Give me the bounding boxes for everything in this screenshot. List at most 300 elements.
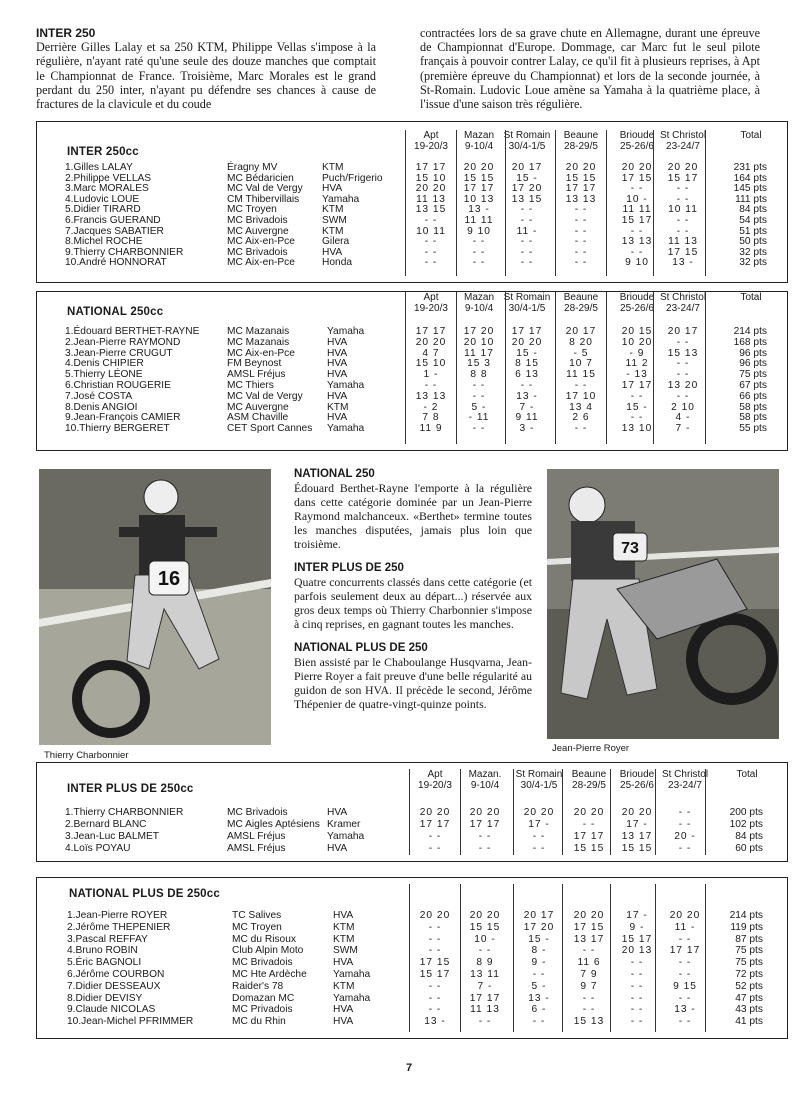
rider-name: 2.Jean-Pierre RAYMOND <box>65 336 181 348</box>
left-plate-number: 16 <box>157 568 181 590</box>
event-score: 17 15 <box>621 172 653 184</box>
event-score: 7 - <box>675 423 691 435</box>
event-score: - - <box>428 980 442 992</box>
bike-brand: KTM <box>333 933 355 945</box>
event-header <box>501 130 553 152</box>
event-score: - - <box>478 843 492 854</box>
event-score: - - <box>574 423 588 435</box>
event-header <box>453 130 505 152</box>
event-score: - - <box>630 1004 644 1016</box>
event-score: - - <box>630 957 644 969</box>
event-score: 10 20 <box>621 336 653 348</box>
club-name: MC Aix-en-Pce <box>227 347 295 359</box>
table-row <box>37 934 777 946</box>
event-score: 17 17 <box>415 162 447 173</box>
event-score: 15 15 <box>621 843 653 854</box>
event-score: - - <box>676 215 690 226</box>
bike-brand: Yamaha <box>327 380 365 391</box>
total-points: 84 pts <box>735 831 763 842</box>
club-name: MC du Rhin <box>232 1016 286 1028</box>
event-score: 13 - <box>516 390 538 402</box>
bike-brand: HVA <box>333 910 354 921</box>
event-score: 15 10 <box>415 358 447 370</box>
event-score: - - <box>574 246 588 258</box>
event-score: 10 - <box>474 933 496 945</box>
table-row <box>37 922 777 934</box>
club-name: Raider's 78 <box>232 980 284 992</box>
event-date: 19-20/3 <box>418 780 452 791</box>
event-name: St Christol <box>659 130 707 141</box>
total-points: 111 pts <box>735 193 767 205</box>
event-date: 30/4-1/5 <box>508 141 546 152</box>
club-name: MC Aigles Aptésiens <box>227 819 320 830</box>
event-score: 20 20 <box>469 807 501 818</box>
event-score: 4 7 <box>422 347 440 359</box>
event-score: - 13 <box>626 369 648 381</box>
center-article <box>294 467 532 711</box>
table-row <box>37 423 777 435</box>
event-score: 13 - <box>672 257 694 269</box>
event-score: 13 13 <box>415 390 447 402</box>
event-date: 28-29/5 <box>564 141 598 152</box>
club-name: MC Val de Vergy <box>227 183 303 195</box>
rider-name: 2.Philippe VELLAS <box>65 172 152 184</box>
event-score: 8 - <box>531 945 547 957</box>
rider-name: 3.Jean-Pierre CRUGUT <box>65 347 173 359</box>
event-score: 1 - <box>423 369 439 381</box>
event-score: 17 10 <box>565 390 597 402</box>
event-score: 13 - <box>424 1016 446 1028</box>
total-points: 231 pts <box>733 162 767 173</box>
event-score: - - <box>424 236 438 248</box>
event-header <box>659 769 711 791</box>
event-score: 17 17 <box>511 326 543 337</box>
rider-name: 5.Thierry LÉONE <box>65 369 143 381</box>
event-score: 4 - <box>675 412 691 424</box>
event-score: 17 17 <box>669 945 701 957</box>
event-name: Apt <box>427 769 443 780</box>
event-score: 7 - <box>519 401 535 413</box>
total-points: 41 pts <box>735 1016 763 1028</box>
total-points: 58 pts <box>739 412 767 424</box>
event-score: 6 13 <box>515 369 539 381</box>
rider-photo-right <box>547 469 779 739</box>
event-score: - - <box>574 236 588 248</box>
bike-brand: Kramer <box>327 819 361 830</box>
event-score: - - <box>424 257 438 269</box>
event-score: 15 15 <box>469 921 501 933</box>
event-date: 25-26/6 <box>620 780 654 791</box>
event-score: 20 10 <box>463 336 495 348</box>
event-score: 20 20 <box>511 336 543 348</box>
event-score: - - <box>520 246 534 258</box>
event-score: - - <box>478 1016 492 1028</box>
event-score: - - <box>676 358 690 370</box>
event-score: - - <box>678 819 692 830</box>
rider-name: 3.Jean-Luc BALMET <box>65 831 159 842</box>
event-name: Apt <box>423 130 439 141</box>
table-row <box>37 1004 777 1016</box>
event-score: 13 17 <box>573 933 605 945</box>
event-score: 20 20 <box>573 807 605 818</box>
event-score: 13 10 <box>621 423 653 435</box>
table-row <box>37 843 777 855</box>
event-score: - - <box>428 933 442 945</box>
rider-name: 4.Bruno ROBIN <box>67 945 138 957</box>
bike-brand: HVA <box>333 1004 354 1016</box>
event-date: 23-24/7 <box>666 141 700 152</box>
event-date: 9-10/4 <box>470 780 500 791</box>
event-score: - 5 <box>573 347 589 359</box>
event-score: 20 20 <box>523 807 555 818</box>
event-score: 15 - <box>516 172 538 184</box>
event-score: 9 10 <box>467 225 491 237</box>
event-score: 10 13 <box>463 193 495 205</box>
rider-name: 9.Jean-François CAMIER <box>65 412 181 424</box>
event-score: - - <box>478 831 492 842</box>
club-name: MC Thiers <box>227 380 274 391</box>
event-score: - - <box>678 933 692 945</box>
rider-name: 7.Didier DESSEAUX <box>67 980 161 992</box>
event-score: 15 15 <box>565 172 597 184</box>
event-score: - - <box>428 843 442 854</box>
event-score: - - <box>472 423 486 435</box>
event-score: 20 17 <box>523 910 555 921</box>
event-score: 6 - <box>531 1004 547 1016</box>
event-date: 23-24/7 <box>668 780 702 791</box>
event-name: Mazan. <box>468 769 502 780</box>
event-header <box>459 769 511 791</box>
event-score: 20 15 <box>621 326 653 337</box>
event-score: 8 9 <box>476 957 494 969</box>
event-score: 20 17 <box>565 326 597 337</box>
event-date: 25-26/6 <box>620 141 654 152</box>
event-score: 17 15 <box>419 957 451 969</box>
event-score: 10 11 <box>668 204 698 216</box>
event-score: 15 - <box>528 933 550 945</box>
bike-brand: Yamaha <box>327 423 365 435</box>
center-paragraph-3: Bien assisté par le Chaboulange Husqvarna, Jean-Pierre Royer a fait preuve d'une belle régularité au guidon de son HVA. Il précède le second, Jérôme Thépenier de quatre-vingt-quinze points. <box>294 655 532 711</box>
rider-name: 4.Ludovic LOUE <box>65 193 140 205</box>
event-score: - - <box>676 183 690 195</box>
photo-thierry-charbonnier <box>39 469 271 745</box>
event-score: 10 7 <box>569 358 593 370</box>
total-points: 214 pts <box>729 910 763 921</box>
event-date: 25-26/6 <box>620 303 654 314</box>
event-score: - - <box>630 969 644 980</box>
event-score: 9 10 <box>625 257 649 269</box>
bike-brand: Yamaha <box>327 831 365 842</box>
event-date: 30/4-1/5 <box>520 780 558 791</box>
bike-brand: SWM <box>322 215 347 226</box>
total-points: 145 pts <box>733 183 767 195</box>
event-score: 17 17 <box>565 183 597 195</box>
club-name: MC Mazanais <box>227 326 290 337</box>
rider-name: 10.Thierry BERGERET <box>65 423 170 435</box>
total-header: Total <box>740 292 762 303</box>
bike-brand: Yamaha <box>322 193 360 205</box>
event-score: - - <box>472 257 486 269</box>
event-score: 11 11 <box>622 204 652 216</box>
event-score: 20 20 <box>621 807 653 818</box>
event-score: 11 9 <box>419 423 443 435</box>
rider-name: 9.Claude NICOLAS <box>67 1004 156 1016</box>
event-score: 11 15 <box>566 369 596 381</box>
intro-right-column <box>420 26 760 111</box>
total-points: 47 pts <box>735 992 763 1004</box>
event-score: - - <box>424 215 438 226</box>
bike-brand: KTM <box>333 921 355 933</box>
event-score: 10 11 <box>416 225 446 237</box>
event-score: - - <box>424 380 438 391</box>
event-score: 17 20 <box>523 921 555 933</box>
rider-name: 8.Didier DEVISY <box>67 992 143 1004</box>
club-name: MC Troyen <box>232 921 282 933</box>
event-score: 17 17 <box>463 183 495 195</box>
event-score: 5 - <box>471 401 487 413</box>
event-score: - - <box>424 246 438 258</box>
rider-name: 7.José COSTA <box>65 390 133 402</box>
event-score: - - <box>428 1004 442 1016</box>
event-score: - - <box>678 1016 692 1028</box>
event-score: 9 15 <box>673 980 697 992</box>
club-name: FM Beynost <box>227 358 282 370</box>
event-score: 20 17 <box>667 326 699 337</box>
event-name: St Romain <box>515 769 563 780</box>
rider-name: 5.Éric BAGNOLI <box>67 957 142 969</box>
total-points: 168 pts <box>733 336 767 348</box>
total-points: 54 pts <box>739 215 767 226</box>
event-score: - - <box>520 236 534 248</box>
club-name: MC du Risoux <box>232 933 296 945</box>
bike-brand: HVA <box>333 1016 354 1028</box>
event-header <box>555 130 607 152</box>
total-points: 66 pts <box>739 390 767 402</box>
rider-name: 6.Christian ROUGERIE <box>65 380 171 391</box>
club-name: AMSL Fréjus <box>227 831 286 842</box>
event-score: 20 20 <box>667 162 699 173</box>
club-name: MC Brivadois <box>227 807 288 818</box>
table-row <box>37 831 777 843</box>
event-score: - 9 <box>629 347 645 359</box>
event-score: - - <box>678 969 692 980</box>
event-score: 15 13 <box>667 347 699 359</box>
club-name: Éragny MV <box>227 162 278 173</box>
event-score: - - <box>520 215 534 226</box>
event-score: - - <box>574 204 588 216</box>
bike-brand: SWM <box>333 945 358 957</box>
event-score: - - <box>472 380 486 391</box>
rider-name: 2.Jérôme THEPENIER <box>67 921 171 933</box>
table-inter-plus-250 <box>36 762 788 862</box>
event-score: 17 - <box>626 819 648 830</box>
rider-name: 2.Bernard BLANC <box>65 819 147 830</box>
event-score: - - <box>532 843 546 854</box>
event-score: - - <box>630 412 644 424</box>
club-name: MC Val de Vergy <box>227 390 303 402</box>
event-score: 7 9 <box>580 969 598 980</box>
event-score: 20 17 <box>511 162 543 173</box>
total-points: 84 pts <box>739 204 767 216</box>
event-name: St Christol <box>659 292 707 303</box>
total-points: 72 pts <box>735 969 763 980</box>
event-score: 13 17 <box>621 831 653 842</box>
event-date: 28-29/5 <box>572 780 606 791</box>
event-score: 20 20 <box>573 910 605 921</box>
intro-left-text: Derrière Gilles Lalay et sa 250 KTM, Philippe Vellas s'impose à la régulière, n'ayant raté qu'une seule des douze manches que comptait le Championnat de France. Troisième, Marc Morales est le grand perdant du 250 inter, n'ayant pu défendre ses chances à cause de fractures de la clavicule et du coude <box>36 40 376 112</box>
event-score: 13 20 <box>667 380 699 391</box>
club-name: MC Bédaricien <box>227 172 294 184</box>
event-score: 20 13 <box>621 945 653 957</box>
table-row <box>37 807 777 819</box>
event-score: - - <box>520 380 534 391</box>
club-name: MC Brivadois <box>227 215 288 226</box>
bike-brand: HVA <box>327 843 348 854</box>
event-score: - - <box>630 225 644 237</box>
club-name: CM Thibervillais <box>227 193 300 205</box>
event-name: Brioude <box>619 292 655 303</box>
bike-brand: HVA <box>327 358 348 370</box>
event-date: 23-24/7 <box>666 303 700 314</box>
photo-jean-pierre-royer <box>547 469 779 739</box>
event-score: 17 17 <box>621 380 653 391</box>
event-header <box>409 769 461 791</box>
bike-brand: KTM <box>322 204 344 216</box>
center-heading-2: INTER PLUS DE 250 <box>294 562 404 574</box>
event-score: - - <box>582 992 596 1004</box>
event-score: 17 17 <box>419 819 451 830</box>
event-score: 15 - <box>626 401 648 413</box>
event-score: 20 20 <box>419 910 451 921</box>
total-points: 200 pts <box>729 807 763 818</box>
event-score: - - <box>574 380 588 391</box>
event-score: 10 - <box>626 193 648 205</box>
event-score: 11 - <box>516 225 538 237</box>
club-name: MC Auvergne <box>227 401 289 413</box>
rider-name: 1.Gilles LALAY <box>65 162 133 173</box>
bike-brand: KTM <box>327 401 349 413</box>
event-score: 13 - <box>674 1004 696 1016</box>
event-score: - - <box>582 819 596 830</box>
event-score: 17 - <box>626 910 648 921</box>
rider-name: 8.Denis ANGIOI <box>65 401 138 413</box>
table-title: NATIONAL 250cc <box>67 306 164 318</box>
total-points: 43 pts <box>735 1004 763 1016</box>
table-title: NATIONAL PLUS DE 250cc <box>69 888 220 900</box>
event-name: St Christol <box>661 769 709 780</box>
total-points: 214 pts <box>733 326 767 337</box>
event-date: 9-10/4 <box>464 141 494 152</box>
event-score: 9 7 <box>580 980 598 992</box>
event-score: - - <box>428 992 442 1004</box>
club-name: AMSL Fréjus <box>227 369 286 381</box>
total-points: 102 pts <box>729 819 763 830</box>
event-score: 15 10 <box>415 172 447 184</box>
club-name: Club Alpin Moto <box>232 945 304 957</box>
club-name: MC Aix-en-Pce <box>227 257 295 269</box>
event-score: - - <box>676 369 690 381</box>
event-score: - - <box>520 204 534 216</box>
event-score: 13 11 <box>470 969 500 980</box>
club-name: MC Brivadois <box>227 246 288 258</box>
bike-brand: Gilera <box>322 236 350 248</box>
event-score: 15 15 <box>463 172 495 184</box>
event-score: - - <box>574 225 588 237</box>
rider-name: 1.Jean-Pierre ROYER <box>67 910 168 921</box>
table-inter-250 <box>36 121 788 283</box>
table-row <box>37 1016 777 1028</box>
event-score: - - <box>630 992 644 1004</box>
event-score: 17 17 <box>469 992 501 1004</box>
event-score: 11 6 <box>577 957 601 969</box>
rider-name: 1.Édouard BERTHET-RAYNE <box>65 326 200 337</box>
bike-brand: HVA <box>327 807 348 818</box>
event-score: - - <box>630 390 644 402</box>
rider-name: 6.Francis GUERAND <box>65 215 161 226</box>
event-score: 11 - <box>674 921 696 933</box>
intro-left-column <box>36 26 376 111</box>
event-score: - - <box>630 183 644 195</box>
rider-name: 10.Jean-Michel PFRIMMER <box>67 1016 194 1028</box>
club-name: MC Aix-en-Pce <box>227 236 295 248</box>
club-name: MC Brivadois <box>232 957 293 969</box>
event-score: 15 3 <box>467 358 491 370</box>
rider-name: 4.Loïs POYAU <box>65 843 131 854</box>
event-score: 20 20 <box>621 162 653 173</box>
event-score: - - <box>532 1016 546 1028</box>
total-header: Total <box>740 130 762 141</box>
bike-brand: HVA <box>327 390 348 402</box>
page-number: 7 <box>406 1062 413 1074</box>
event-header <box>611 130 663 152</box>
event-header <box>657 292 709 314</box>
event-name: Mazan <box>463 130 494 141</box>
rider-name: 6.Jérôme COURBON <box>67 969 165 980</box>
event-name: Brioude <box>619 130 655 141</box>
event-score: 11 13 <box>416 193 446 205</box>
rider-name: 7.Jacques SABATIER <box>65 225 164 237</box>
event-score: 20 20 <box>469 910 501 921</box>
event-score: - - <box>428 921 442 933</box>
event-score: 17 17 <box>415 326 447 337</box>
event-score: 13 13 <box>565 193 597 205</box>
event-score: - - <box>678 807 692 818</box>
event-score: 7 8 <box>422 412 440 424</box>
event-score: 15 13 <box>573 1016 605 1028</box>
event-score: 20 20 <box>419 807 451 818</box>
rider-name: 10.André HONNORAT <box>65 257 167 269</box>
event-score: 17 17 <box>469 819 501 830</box>
event-score: - - <box>676 336 690 348</box>
rider-name: 1.Thierry CHARBONNIER <box>65 807 184 818</box>
table-row <box>37 969 777 981</box>
total-points: 75 pts <box>735 957 763 969</box>
event-name: Beaune <box>563 292 599 303</box>
event-score: 13 15 <box>415 204 447 216</box>
bike-brand: HVA <box>322 183 343 195</box>
intro-right-text: contractées lors de sa grave chute en Allemagne, durant une épreuve de Championnat d'Europe. Dommage, car Marc fut le seul pilote français à pouvoir contrer Lalay, ce qu'il fit à plusieurs reprises, à Apt (première épreuve du Championnat) et lors de la seconde journée, à St-Romain. Ludovic Loue amène sa Yamaha à la quatrième place, à l'issue d'une saison très régulière. <box>420 26 760 112</box>
total-points: 75 pts <box>735 945 763 957</box>
event-score: 20 20 <box>565 162 597 173</box>
bike-brand: HVA <box>333 957 354 969</box>
event-score: 20 20 <box>463 162 495 173</box>
event-name: Brioude <box>619 769 655 780</box>
club-name: MC Auvergne <box>227 225 289 237</box>
club-name: ASM Chaville <box>227 412 289 424</box>
event-score: 17 - <box>528 819 550 830</box>
center-heading-3: NATIONAL PLUS DE 250 <box>294 642 428 654</box>
intro-heading: INTER 250 <box>36 26 96 40</box>
